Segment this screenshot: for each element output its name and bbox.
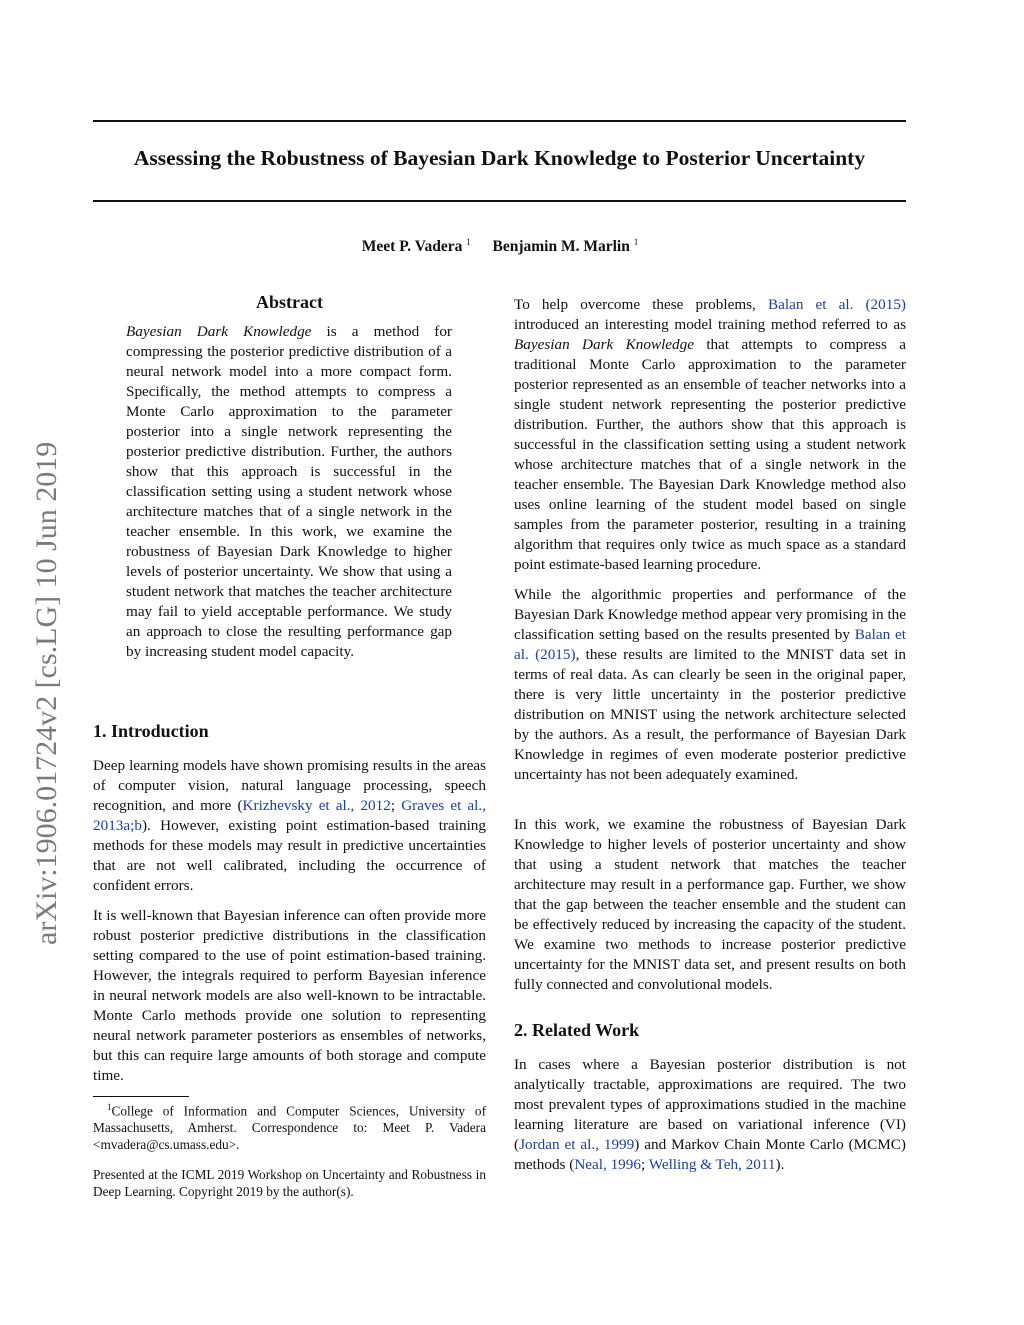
footnote-text: Presented at the ICML 2019 Workshop on Uncertainty and Robustness in Deep Learning. Copyright 2019 by the author(s).	[93, 1167, 486, 1199]
abstract-body	[126, 322, 452, 662]
paragraph-text: It is well-known that Bayesian inference can often provide more robust posterior predictive distributions in the classification setting compared to the use of point estimation-based training. However, the integrals required to perform Bayesian inference in neural network models are also well-known to be intractable. Monte Carlo methods provide one solution to representing neural network parameter posteriors as ensembles of networks, but this can require large amounts of both storage and compute time.	[93, 907, 486, 1084]
paper-title: Assessing the Robustness of Bayesian Dark Knowledge to Posterior Uncertainty	[133, 146, 866, 170]
citation-separator: ;	[390, 797, 402, 814]
right-paragraph-2	[514, 585, 906, 785]
paragraph-text: To help overcome these problems,	[514, 296, 768, 313]
intro-paragraph-1	[93, 756, 486, 896]
paragraph-text: , these results are limited to the MNIST data set in terms of real data. As can clearly be seen in the original paper, there is very little uncertainty in the posterior predictive distribution on MNIST using the network architecture selected by the authors. As a result, the performance of Bayesian Dark Knowledge in regimes of even moderate posterior predictive uncertainty has not been adequately examined.	[514, 646, 907, 783]
paragraph-text: ) and Markov Chain Monte Carlo (MCMC) methods (	[514, 1136, 906, 1173]
abstract-text: is a method for compressing the posterior predictive distribution of a neural network model into a more compact form. Specifically, the method attempts to compress a Monte Carlo approximation to the parameter posterior into a single network representing the posterior predictive distribution. Further, the authors show that this approach is successful in the classification setting using a student network whose architecture matches that of a single network in the teacher ensemble. In this work, we examine the robustness of Bayesian Dark Knowledge to higher levels of posterior uncertainty. We show that using a student network that matches the teacher architecture may fail to yield acceptable performance. We study an approach to close the resulting performance gap by increasing student model capacity.	[126, 323, 452, 660]
citation-link[interactable]: Balan et al.	[767, 296, 854, 313]
paragraph-text: ). However, existing point estimation-based training methods for these models may result in predictive uncertainties that are not well calibrated, including the occurrence of confident errors.	[93, 817, 486, 894]
citation-link[interactable]: Balan et al.	[514, 626, 906, 663]
citation-link[interactable]: (2015)	[865, 296, 906, 313]
citation-link[interactable]: Welling & Teh, 2011	[648, 1156, 776, 1173]
citation-separator: ;	[640, 1156, 649, 1173]
author-name: Meet P. Vadera	[361, 238, 463, 256]
abstract-emphasis: Bayesian Dark Knowledge	[126, 323, 312, 340]
right-paragraph-3	[514, 815, 906, 995]
footnote-affiliation	[93, 1099, 486, 1153]
citation-link[interactable]: Graves et al., 2013a;b	[93, 797, 486, 834]
related-paragraph-1	[514, 1055, 906, 1175]
citation-link[interactable]: Neal, 1996	[574, 1156, 641, 1173]
citation-link[interactable]: Jordan et al., 1999	[519, 1136, 635, 1153]
paragraph-text: introduced an interesting model training method referred to as	[514, 316, 906, 333]
arxiv-identifier-stamp: arXiv:1906.01724v2 [cs.LG] 10 Jun 2019	[30, 441, 63, 945]
footnote-venue	[93, 1166, 486, 1200]
footnote-text: College of Information and Computer Sciences, University of Massachusetts, Amherst. Correspondence to: Meet P. Vadera <mvadera@cs.umass.edu>.	[93, 1103, 486, 1153]
intro-paragraph-2	[93, 906, 486, 1086]
section-heading-related-work: 2. Related Work	[514, 1020, 640, 1040]
citation-link[interactable]: Krizhevsky et al., 2012	[242, 797, 391, 814]
author-name: Benjamin M. Marlin	[492, 238, 630, 256]
paragraph-text: that attempts to compress a traditional Monte Carlo approximation to the parameter posterior represented as an ensemble of teacher networks into a single student network representing the posterior predictive distribution. Further, the authors show that this approach is successful in the classification setting using a student network whose architecture matches that of a single network in the teacher ensemble. The Bayesian Dark Knowledge method also uses online learning of the student model based on single samples from the parameter posterior, resulting in a training algorithm that requires only twice as much space as a standard point estimate-based learning procedure.	[514, 336, 906, 573]
author-list	[0, 237, 1000, 256]
citation-link[interactable]: (2015)	[535, 646, 576, 663]
paragraph-text: Deep learning models have shown promising results in the areas of computer vision, natural language processing, speech recognition, and more (	[93, 757, 486, 814]
right-paragraph-1	[514, 295, 906, 575]
footnote-rule	[93, 1096, 189, 1097]
abstract-heading: Abstract	[256, 292, 323, 312]
paragraph-emphasis: Bayesian Dark Knowledge	[514, 336, 694, 353]
author-affiliation-mark: 1	[466, 237, 471, 247]
author-affiliation-mark: 1	[633, 237, 639, 247]
paragraph-text: ).	[775, 1156, 785, 1173]
paragraph-text: While the algorithmic properties and performance of the Bayesian Dark Knowledge method appear very promising in the classification setting based on the results presented by	[514, 586, 906, 643]
paragraph-text: In this work, we examine the robustness of Bayesian Dark Knowledge to higher levels of posterior uncertainty and show that using a student network that matches the teacher architecture may result in a performance gap. Further, we show that the gap between the teacher ensemble and the student can be effectively reduced by increasing the capacity of the student. We examine two methods to increase posterior predictive uncertainty for the MNIST data set, and present results on both fully connected and convolutional models.	[514, 816, 906, 993]
title-top-rule	[93, 120, 906, 122]
footnote-mark: 1	[107, 1102, 112, 1112]
section-heading-introduction: 1. Introduction	[93, 721, 209, 741]
paragraph-text: In cases where a Bayesian posterior distribution is not analytically tractable, approximations are required. The two most prevalent types of approximations studied in the machine learning literature are based on variational inference (VI) (	[514, 1056, 906, 1153]
title-bottom-rule	[93, 200, 906, 202]
